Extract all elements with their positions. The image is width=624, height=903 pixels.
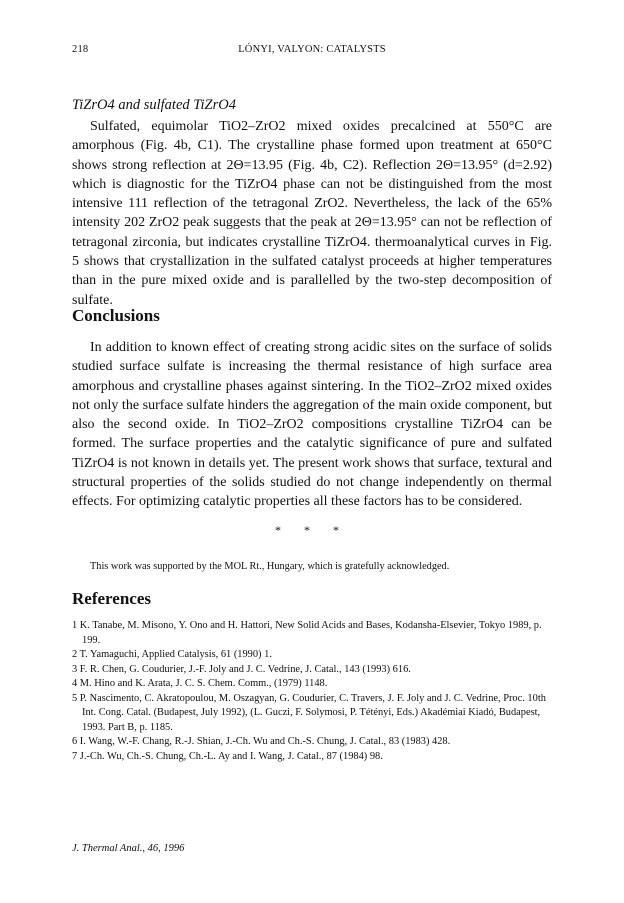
conclusions-heading: Conclusions — [72, 306, 160, 325]
reference-item: 1 K. Tanabe, M. Misono, Y. Ono and H. Hattori, New Solid Acids and Bases, Kodansha-Elsevier, Tokyo 1989, p. 199. — [72, 620, 542, 646]
reference-list — [72, 619, 552, 764]
references-heading: References — [72, 589, 151, 608]
paragraph-tizro4: Sulfated, equimolar TiO2–ZrO2 mixed oxides precalcined at 550°C are amorphous (Fig. 4b, C1). The crystalline phase formed upon treatment at 650°C shows strong reflection at 2Θ=13.95 (Fig. 4b, C2). Reflection 2Θ=13.95° (d=2.92) which is diagnostic for the TiZrO4 phase can not be distinguished from the most intensive 111 reflection of the tetragonal ZrO2. Nevertheless, the lack of the 65% intensity 202 ZrO2 peak suggests that the peak at 2Θ=13.95° can not be reflection of tetragonal zirconia, but indicates crystalline TiZrO4. thermoanalytical curves in Fig. 5 shows that crystallization in the sulfated catalyst proceeds at higher temperatures than in the pure mixed oxide and is parallelled by the two-step decomposition of sulfate. — [72, 119, 552, 308]
reference-item: 3 F. R. Chen, G. Coudurier, J.-F. Joly and J. C. Vedrine, J. Catal., 143 (1993) 616. — [72, 663, 411, 675]
section-separator: * * * — [275, 523, 349, 537]
reference-item: 6 I. Wang, W.-F. Chang, R.-J. Shian, J.-Ch. Wu and Ch.-S. Chung, J. Catal., 83 (1983) 428. — [72, 736, 451, 747]
reference-item: 2 T. Yamaguchi, Applied Catalysis, 61 (1990) 1. — [72, 649, 272, 660]
acknowledgement: This work was supported by the MOL Rt., Hungary, which is gratefully acknowledged. — [90, 561, 450, 572]
page-number: 218 — [72, 44, 89, 55]
section-subheading: TiZrO4 and sulfated TiZrO4 — [72, 97, 236, 113]
journal-footer: J. Thermal Anal., 46, 1996 — [72, 843, 185, 854]
page-header — [72, 44, 552, 60]
reference-item: 7 J.-Ch. Wu, Ch.-S. Chung, Ch.-L. Ay and I. Wang, J. Catal., 87 (1984) 98. — [72, 750, 383, 762]
paragraph-conclusions: In addition to known effect of creating strong acidic sites on the surface of solids studied surface sulfate is increasing the thermal resistance of high surface area amorphous and crystalline phases against sintering. In the TiO2–ZrO2 mixed oxides not only the surface sulfate hinders the aggregation of the main oxide component, but also the second oxide. In TiO2–ZrO2 compositions crystalline TiZrO4 can be formed. The surface properties and the catalytic significance of pure and sulfated TiZrO4 is not known in details yet. The present work shows that surface, textural and structural properties of the solids studied do not change independently on thermal effects. For optimizing catalytic properties all these factors has to be considered. — [72, 340, 552, 510]
reference-item: 4 M. Hino and K. Arata, J. C. S. Chem. Comm., (1979) 1148. — [72, 678, 328, 689]
reference-item: 5 P. Nascimento, C. Akratopoulou, M. Oszagyan, G. Coudurier, C. Travers, J. F. Joly and J. C. Vedrine, Proc. 10th Int. Cong. Catal. (Budapest, July 1992), (L. Guczi, F. Solymosi, P. Tétényi, Eds.) Akadémiai Kiadó, Budapest, 1993. Part B, p. 1185. — [72, 692, 546, 733]
running-title: LÓNYI, VALYON: CATALYSTS — [238, 44, 386, 55]
